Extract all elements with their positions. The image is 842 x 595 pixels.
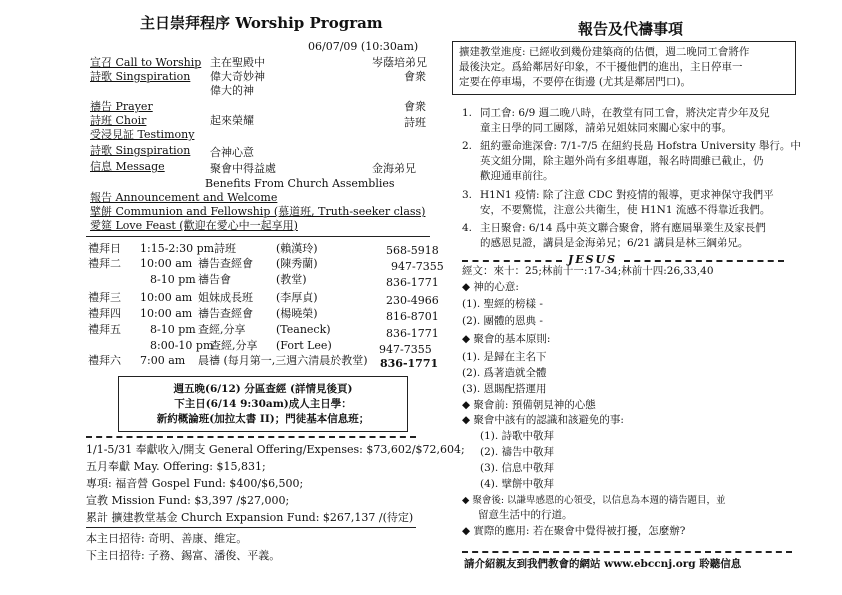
finance-line: 專項: 福音營 Gospel Fund: $400/$6,500; xyxy=(86,477,304,490)
item-line: 的感恩見證，講員是金海弟兄；6/21 講員是林三綱弟兄。 xyxy=(480,237,749,249)
jesus-ornament: JESUS xyxy=(568,253,618,266)
hosts-this-week: 本主日招待: 奇明、善康、維定。 xyxy=(86,532,248,545)
schedule-contact: (Teaneck) xyxy=(276,323,331,336)
finance-line: 累計 擴建教堂基金 Church Expansion Fund: $267,137 /(待定) xyxy=(86,511,414,524)
program-item: 詩班 Choir xyxy=(90,114,147,127)
outline-line: ◆ 聚會後: 以謙卑感恩的心領受，以信息為本週的禱告題目，並 xyxy=(462,495,726,506)
notice-line: 週五晚(6/12) 分區查經 (詳情見後頁) xyxy=(173,383,353,395)
outline-line: (1). 詩歌中敬拜 xyxy=(480,430,555,442)
program-person: 會衆 xyxy=(404,70,426,83)
item-line: 紐約靈命進深會: 7/1-7/5 在紐約長島 Hofstra University 舉行。中 xyxy=(480,140,801,152)
schedule-event: 禱告查經會 xyxy=(198,257,253,270)
schedule-day: 禮拜三 xyxy=(88,291,121,304)
item-line: 英文組分開，除主題外尚有多組專題，報名時間雖已截止，仍 xyxy=(480,155,764,167)
schedule-time: 8:00-10 pm xyxy=(150,339,214,352)
message-english-title: Benefits From Church Assemblies xyxy=(205,177,395,190)
outline-line: ◆ 聚會前: 預備朝見神的心態 xyxy=(462,399,596,411)
building-progress-box xyxy=(452,41,796,95)
item-line: 安，不要驚慌，注意公共衛生，使 H1N1 流感不得靠近我們。 xyxy=(480,204,771,216)
boxed-line: 最後決定。爲給鄰居好印象，不干擾他們的進出，主日停車一 xyxy=(459,61,743,73)
program-desc: 合神心意 xyxy=(210,146,254,159)
schedule-phone: 230-4966 xyxy=(386,294,439,307)
program-item: 宣召 Call to Worship xyxy=(90,56,202,69)
schedule-event: 查經,分享 xyxy=(210,339,258,352)
website-footer: 請介紹親友到我們教會的網站 www.ebccnj.org 聆聽信息 xyxy=(464,558,742,570)
schedule-event: 查經,分享 xyxy=(198,323,246,336)
schedule-phone: 947-7355 xyxy=(379,343,432,356)
schedule-time: 8-10 pm xyxy=(150,323,196,336)
divider xyxy=(86,527,416,528)
outline-line: ◆ 聚會的基本原則: xyxy=(462,333,551,345)
program-item: 受浸見証 Testimony xyxy=(90,128,195,141)
schedule-phone: 947-7355 xyxy=(391,260,444,273)
item-line: 同工會: 6/9 週二晚八時，在教堂有同工會，將決定青少年及兒 xyxy=(480,107,770,119)
program-item: 信息 Message xyxy=(90,160,165,173)
boxed-line: 擴建教堂進度: 已經收到幾份建築商的估價，週二晚同工會將作 xyxy=(459,46,750,58)
schedule-day: 禮拜二 xyxy=(88,257,121,270)
item-number: 1. xyxy=(462,107,473,119)
schedule-contact: (李厚貞) xyxy=(276,291,318,304)
item-number: 2. xyxy=(462,140,473,152)
schedule-contact: (教堂) xyxy=(276,273,307,286)
divider xyxy=(624,260,784,262)
schedule-contact: (Fort Lee) xyxy=(276,339,332,352)
love-feast-line: 愛筵 Love Feast (歡迎在愛心中一起享用) xyxy=(90,219,298,232)
outline-line: (2). 團體的恩典 - xyxy=(462,315,543,327)
schedule-time: 7:00 am xyxy=(140,354,186,367)
item-line: 童主日學的同工團隊，請弟兄姐妹同來關心家中的事。 xyxy=(480,122,732,134)
schedule-day: 禮拜六 xyxy=(88,354,121,367)
schedule-time: 8-10 pm xyxy=(150,273,196,286)
announcements-title: 報告及代禱事項 xyxy=(578,20,684,38)
program-desc: 主在聖殿中 xyxy=(210,56,265,69)
item-line: H1N1 疫情: 除了注意 CDC 對疫情的報導，更求神保守我們平 xyxy=(480,189,774,201)
announcement-line: 報告 Announcement and Welcome xyxy=(90,191,278,204)
program-person: 岑蔭培弟兄 xyxy=(372,56,427,69)
divider xyxy=(462,551,792,553)
outline-line: ◆ 神的心意: xyxy=(462,281,519,293)
outline-line: (1). 聖經的榜樣 - xyxy=(462,298,543,310)
program-person: 金海弟兄 xyxy=(372,162,416,175)
schedule-phone: 836-1771 xyxy=(380,357,439,370)
schedule-event: 禱告查經會 xyxy=(198,307,253,320)
schedule-day: 禮拜四 xyxy=(88,307,121,320)
program-person: 詩班 xyxy=(404,116,426,129)
outline-line: (2). 禱告中敬拜 xyxy=(480,446,555,458)
program-item: 禱告 Prayer xyxy=(90,100,153,113)
divider xyxy=(462,260,562,262)
communion-line: 擘餅 Communion and Fellowship (慕道班, Truth-seeker class) xyxy=(90,205,426,218)
program-item: 詩歌 Singspiration xyxy=(90,144,191,157)
outline-line: (4). 擘餅中敬拜 xyxy=(480,478,555,490)
divider xyxy=(86,436,416,438)
outline-line: 留意生活中的行道。 xyxy=(478,509,573,521)
schedule-phone: 568-5918 xyxy=(386,244,439,257)
hosts-next-week: 下主日招待: 子務、錫富、潘俊、平義。 xyxy=(86,549,281,562)
item-line: 歡迎通車前往。 xyxy=(480,170,554,182)
schedule-contact: (楊曉榮) xyxy=(276,307,318,320)
program-desc: 起來榮耀 xyxy=(210,114,254,127)
outline-line: ◆ 聚會中該有的認識和該避免的事: xyxy=(462,414,624,426)
notice-line: 下主日(6/14 9:30am)成人主日學： xyxy=(174,398,352,410)
schedule-contact: (賴漢玲) xyxy=(276,242,318,255)
program-desc: 偉大的神 xyxy=(210,84,254,97)
finance-line: 宣教 Mission Fund: $3,397 /$27,000; xyxy=(86,494,290,507)
service-date: 06/07/09 (10:30am) xyxy=(308,40,419,53)
schedule-day: 禮拜日 xyxy=(88,242,121,255)
outline-line: (1). 是歸在主名下 xyxy=(462,351,547,363)
schedule-day: 禮拜五 xyxy=(88,323,121,336)
worship-program-title: 主日崇拜程序 Worship Program xyxy=(140,14,383,32)
schedule-event: 晨禱 (每月第一,三週六清晨於教堂) xyxy=(198,354,368,367)
divider xyxy=(86,236,430,237)
schedule-phone: 836-1771 xyxy=(386,327,439,340)
finance-line: 1/1-5/31 奉獻收入/開支 General Offering/Expenses: $73,602/$72,604; xyxy=(86,443,465,456)
outline-line: (3). 信息中敬拜 xyxy=(480,462,555,474)
notice-box xyxy=(118,376,408,432)
program-desc: 聚會中得益處 xyxy=(210,162,276,175)
schedule-phone: 816-8701 xyxy=(386,310,439,323)
schedule-phone: 836-1771 xyxy=(386,276,439,289)
finance-line: 五月奉獻 May. Offering: $15,831; xyxy=(86,460,266,473)
boxed-line: 定要在停車場，不要停在街邊 (尤其是鄰居門口)。 xyxy=(459,76,692,88)
schedule-time: 10:00 am xyxy=(140,291,193,304)
schedule-event: 姐妹成長班 xyxy=(198,291,253,304)
program-desc: 偉大奇妙神 xyxy=(210,70,265,83)
item-line: 主日聚會: 6/14 爲中英文聯合聚會，將有應屆畢業生及家長們 xyxy=(480,222,766,234)
schedule-time: 1:15-2:30 pm xyxy=(140,242,215,255)
schedule-time: 10:00 am xyxy=(140,257,193,270)
notice-line: 新約概論班(加拉太書 II)；門徒基本信息班； xyxy=(156,413,370,425)
item-number: 4. xyxy=(462,222,473,234)
schedule-event: 禱告會 xyxy=(198,273,231,286)
program-person: 會衆 xyxy=(404,100,426,113)
program-item: 詩歌 Singspiration xyxy=(90,70,191,83)
outline-line: (3). 恩賜配搭運用 xyxy=(462,383,547,395)
schedule-contact: (陳秀蘭) xyxy=(276,257,318,270)
item-number: 3. xyxy=(462,189,473,201)
schedule-time: 10:00 am xyxy=(140,307,193,320)
schedule-event: 詩班 xyxy=(214,242,236,255)
scripture-reference: 經文：來十：25;林前十一:17-34;林前十四:26,33,40 xyxy=(462,265,714,277)
outline-line: ◆ 實際的應用: 若在聚會中覺得被打擾，怎麼辦? xyxy=(462,525,686,537)
outline-line: (2). 爲著造就全體 xyxy=(462,367,547,379)
